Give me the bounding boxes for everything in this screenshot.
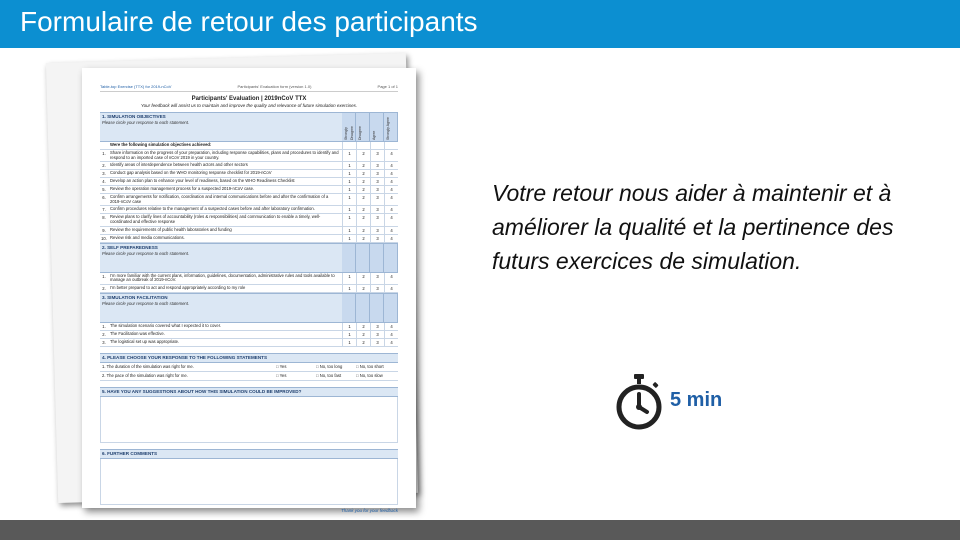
scale-value: 1 xyxy=(342,273,356,284)
scale-value: 3 xyxy=(370,194,384,205)
row-statement: Review the requirements of public health laboratories and funding xyxy=(110,226,232,232)
choice-question: 2. The pace of the simulation was right for me. xyxy=(102,372,188,378)
form-top-mid: Participants' Evaluation form (version 1.0) xyxy=(237,84,312,89)
scale-value: 1 xyxy=(342,285,356,292)
choice-option: □ No, too short xyxy=(356,363,384,369)
choice-option: □ No, too long xyxy=(316,363,343,369)
scale-value: 1 xyxy=(342,170,356,177)
header-bar xyxy=(0,0,960,48)
form-subtitle: Your feedback will assist us to maintain and improve the quality and relevance of future simulation exercises. xyxy=(140,103,358,108)
row-statement: Review plans to clarify lines of accountability (roles & responsibilities) and communication to enable a timely, well-coordinated and effective response xyxy=(110,214,321,224)
section5-box xyxy=(100,397,398,443)
section-header-text xyxy=(100,244,342,272)
row-number: 5. xyxy=(102,187,106,193)
choice-option: □ Yes xyxy=(276,372,287,378)
row-statement: I'm more familiar with the current plans, information, guidelines, documentation, administrative rules and tools available to manage an outbreak of 2019-nCoV. xyxy=(110,272,335,283)
scale-value: 1 xyxy=(342,323,356,330)
table-row xyxy=(100,214,398,226)
scale-value xyxy=(384,142,398,149)
table-row xyxy=(100,194,398,206)
scale-value: 3 xyxy=(370,339,384,346)
scale-value: 2 xyxy=(356,150,370,161)
row-statement: Confirm procedures relative to the management of a suspected cases before and after laboratory confirmation. xyxy=(110,206,315,212)
row-statement: Review risk and media communications. xyxy=(110,234,185,240)
row-number: 1. xyxy=(102,273,106,279)
scale-value: 4 xyxy=(384,235,398,242)
scale-value: 3 xyxy=(370,150,384,161)
scale-value: 3 xyxy=(370,162,384,169)
row-statement: The logistical set up was appropriate. xyxy=(110,338,180,344)
section-header xyxy=(100,293,398,323)
scale-header: Strongly Agree xyxy=(384,113,398,141)
scale-value: 2 xyxy=(356,285,370,292)
scale-value: 3 xyxy=(370,323,384,330)
feedback-message: Votre retour nous aider à maintenir et à améliorer la qualité et la pertinence des futurs exercices de simulation. xyxy=(492,180,894,274)
row-number: 1. xyxy=(102,151,106,156)
choice-option: □ No, too slow xyxy=(356,372,383,378)
scale-value: 4 xyxy=(384,170,398,177)
scale-value: 1 xyxy=(342,194,356,205)
form-top-left: Table-top Exercise (TTX) for 2019-nCoV xyxy=(100,84,172,89)
section6-header: 6. FURTHER COMMENTS xyxy=(100,449,398,459)
table-row xyxy=(100,162,398,170)
scale-value: 3 xyxy=(370,206,384,213)
scale-value: 1 xyxy=(342,339,356,346)
scale-value: 4 xyxy=(384,186,398,193)
scale-value: 2 xyxy=(356,273,370,284)
row-number: 2. xyxy=(102,163,106,169)
row-number: 2. xyxy=(102,285,106,291)
scale-value: 3 xyxy=(370,214,384,225)
scale-value: 1 xyxy=(342,206,356,213)
choice-option: □ No, too fast xyxy=(316,372,342,378)
scale-value: 2 xyxy=(356,227,370,234)
choice-question: 1. The duration of the simulation was right for me. xyxy=(102,363,194,369)
scale-headers xyxy=(342,244,398,272)
choice-row xyxy=(100,372,398,381)
section4-rows xyxy=(100,363,398,381)
scale-value: 1 xyxy=(342,150,356,161)
section-instruction: Please circle your response to each statement. xyxy=(102,250,190,256)
scale-value: 1 xyxy=(342,178,356,185)
choice-row xyxy=(100,363,398,372)
section-title: 3. SIMULATION FACILITATION xyxy=(102,294,168,300)
scale-header: Agree xyxy=(370,113,384,141)
row-number: 7. xyxy=(102,207,106,213)
row-statement: Were the following simulation objectives achieved: xyxy=(110,142,212,147)
scale-value: 3 xyxy=(370,235,384,242)
scale-value: 4 xyxy=(384,227,398,234)
choice-option: □ Yes xyxy=(276,363,287,369)
section-header-text xyxy=(100,113,342,141)
row-statement: Identify areas of interdependence between health actors and other sectors xyxy=(110,162,248,168)
row-number: 6. xyxy=(102,195,106,201)
table-row xyxy=(100,339,398,347)
table-row xyxy=(100,142,398,150)
section-header-text xyxy=(100,294,342,322)
scale-value: 2 xyxy=(356,323,370,330)
table-row xyxy=(100,331,398,339)
scale-value: 4 xyxy=(384,331,398,338)
row-statement: Conduct gap analysis based on the WHO monitoring response checklist for 2019-nCoV xyxy=(110,170,272,176)
evaluation-form-thumbnail xyxy=(82,68,416,513)
section-title: 2. SELF PREPAREDNESS xyxy=(102,244,158,250)
scale-value: 1 xyxy=(342,235,356,242)
row-number: 2. xyxy=(102,331,106,337)
row-number: 3. xyxy=(102,171,106,177)
scale-value: 2 xyxy=(356,206,370,213)
section5-header: 5. HAVE YOU ANY SUGGESTIONS ABOUT HOW THIS SIMULATION COULD BE IMPROVED? xyxy=(100,387,398,397)
slide-title: Formulaire de retour des participants xyxy=(20,6,478,37)
scale-value: 4 xyxy=(384,285,398,292)
scale-value: 4 xyxy=(384,273,398,284)
scale-header: Disagree xyxy=(356,113,370,141)
table-row xyxy=(100,227,398,235)
form-page-number: Page 1 of 1 xyxy=(377,84,398,89)
section-header xyxy=(100,243,398,273)
scale-value: 2 xyxy=(356,170,370,177)
row-number: 8. xyxy=(102,215,106,221)
scale-value: 1 xyxy=(342,186,356,193)
scale-header xyxy=(342,294,356,322)
section-title: 1. SIMULATION OBJECTIVES xyxy=(102,114,166,119)
scale-value: 4 xyxy=(384,214,398,225)
scale-value xyxy=(342,142,356,149)
table-row xyxy=(100,273,398,285)
scale-headers xyxy=(342,294,398,322)
table-row xyxy=(100,285,398,293)
scale-header xyxy=(356,294,370,322)
table-row xyxy=(100,170,398,178)
scale-value: 2 xyxy=(356,162,370,169)
scale-value: 2 xyxy=(356,194,370,205)
scale-value: 2 xyxy=(356,339,370,346)
scale-value: 4 xyxy=(384,194,398,205)
row-statement: Share information on the progress of your preparation, including response capabilities, plans and procedures to identify and respond to an imported case of nCoV 2019 in your country. xyxy=(110,150,339,160)
scale-value xyxy=(356,142,370,149)
scale-header xyxy=(356,244,370,272)
scale-headers xyxy=(342,113,398,141)
scale-value: 3 xyxy=(370,186,384,193)
stopwatch-icon xyxy=(612,374,666,430)
section-header xyxy=(100,112,398,142)
table-row xyxy=(100,178,398,186)
row-number: 3. xyxy=(102,339,106,345)
form-top-line xyxy=(100,84,398,92)
section-instruction: Please circle your response to each statement. xyxy=(102,120,190,125)
scale-value: 4 xyxy=(384,206,398,213)
scale-header xyxy=(342,244,356,272)
duration-label: 5 min xyxy=(670,389,723,411)
scale-value: 2 xyxy=(356,331,370,338)
scale-value: 3 xyxy=(370,178,384,185)
scale-value: 4 xyxy=(384,178,398,185)
scale-header xyxy=(370,244,384,272)
scale-header: Strongly Disagree xyxy=(342,113,356,141)
scale-value: 1 xyxy=(342,214,356,225)
scale-value: 4 xyxy=(384,162,398,169)
row-statement: I'm better prepared to act and respond appropriately according to my role xyxy=(110,284,246,290)
table-row xyxy=(100,186,398,194)
row-statement: The simulation scenario covered what I expected it to cover. xyxy=(110,322,222,328)
scale-value: 4 xyxy=(384,150,398,161)
scale-value: 2 xyxy=(356,235,370,242)
table-row xyxy=(100,150,398,162)
table-row xyxy=(100,206,398,214)
row-statement: Review the operation management process for a suspected 2019-nCoV case. xyxy=(110,186,255,192)
scale-value: 4 xyxy=(384,339,398,346)
form-thanks: Thank you for your feedback xyxy=(340,507,398,513)
row-statement: The Facilitation was effective. xyxy=(110,330,165,336)
evaluation-form xyxy=(100,84,398,514)
scale-header xyxy=(384,294,398,322)
table-row xyxy=(100,235,398,243)
scale-value: 4 xyxy=(384,323,398,330)
scale-value: 3 xyxy=(370,331,384,338)
section6-box xyxy=(100,459,398,505)
row-number xyxy=(100,142,108,149)
scale-value: 3 xyxy=(370,285,384,292)
table-row xyxy=(100,323,398,331)
footer-bar xyxy=(0,520,960,540)
scale-header xyxy=(384,244,398,272)
scale-value: 1 xyxy=(342,227,356,234)
scale-value: 3 xyxy=(370,170,384,177)
section4-header: 4. PLEASE CHOOSE YOUR RESPONSE TO THE FOLLOWING STATEMENTS xyxy=(100,353,398,363)
scale-value: 3 xyxy=(370,227,384,234)
scale-header xyxy=(370,294,384,322)
row-number: 1. xyxy=(102,323,106,329)
scale-value: 2 xyxy=(356,214,370,225)
scale-value: 2 xyxy=(356,186,370,193)
scale-value: 1 xyxy=(342,331,356,338)
scale-value xyxy=(370,142,384,149)
row-statement: Develop an action plan to enhance your level of readiness, based on the WHO Readiness Checklist xyxy=(110,178,295,184)
form-title: Participants' Evaluation | 2019nCoV TTX xyxy=(191,96,307,102)
section-instruction: Please circle your response to each statement. xyxy=(102,300,190,306)
scale-value: 1 xyxy=(342,162,356,169)
row-number: 9. xyxy=(102,227,106,233)
row-number: 4. xyxy=(102,179,106,185)
row-statement: Confirm arrangements for notification, coordination and internal communications before and after the confirmation of a 2019-nCoV case xyxy=(110,194,329,204)
form-sections xyxy=(100,112,398,347)
scale-value: 2 xyxy=(356,178,370,185)
scale-value: 3 xyxy=(370,273,384,284)
row-number: 10. xyxy=(101,235,107,241)
